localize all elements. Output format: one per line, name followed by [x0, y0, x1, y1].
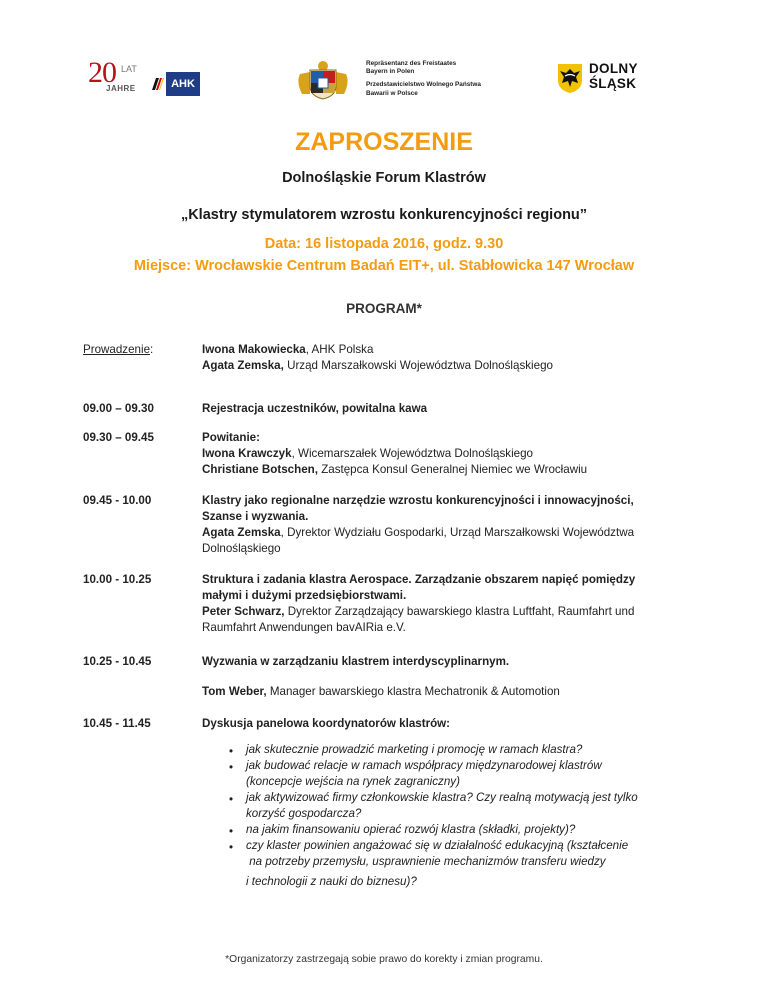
- discussion-topic-line: jak skutecznie prowadzić marketing i promocję w ramach klastra?: [246, 743, 583, 756]
- agenda-time: 09.00 – 09.30: [83, 402, 154, 415]
- dolny-slask-logo: [556, 62, 656, 98]
- agenda-title-line: małymi i dużymi przedsiębiorstwami.: [202, 589, 407, 602]
- bavarian-coat-of-arms-icon: [292, 58, 354, 100]
- speaker: Agata Zemska, Dyrektor Wydziału Gospodarki, Urząd Marszałkowski Województwa: [202, 526, 635, 539]
- ahk-lat-label: LAT: [121, 64, 137, 74]
- event-date: Data: 16 listopada 2016, godz. 9.30: [264, 236, 504, 252]
- slask-label: ŚLĄSK: [589, 75, 637, 91]
- agenda-item-aerospace: [202, 572, 702, 636]
- speaker: Peter Schwarz, Dyrektor Zarządzający bawarskiego klastra Luftfaht, Raumfahrt und: [202, 605, 635, 618]
- moderators-list: [202, 342, 702, 374]
- agenda-time: 10.45 - 11.45: [83, 717, 151, 730]
- agenda-title: Wyzwania w zarządzaniu klastrem interdyscyplinarnym.: [202, 655, 510, 668]
- agenda-time: 10.25 - 10.45: [83, 655, 152, 668]
- dolny-label: DOLNY: [589, 61, 638, 76]
- agenda-title: Rejestracja uczestników, powitalna kawa: [202, 402, 428, 415]
- discussion-topic-line: i technologii z nauki do biznesu)?: [246, 875, 417, 888]
- agenda-title: Dyskusja panelowa koordynatorów klastrów:: [202, 717, 451, 730]
- agenda-item-welcome: [202, 430, 702, 478]
- bayern-representation-text: [366, 60, 516, 98]
- discussion-topic-line: jak aktywizować firmy członkowskie klastra? Czy realną motywacją jest tylko: [246, 791, 638, 804]
- ahk-anniversary-number: 20: [88, 56, 116, 89]
- discussion-topic-line: (koncepcje wejścia na rynek zagraniczny): [246, 775, 460, 788]
- discussion-topic-line: na jakim finansowaniu opierać rozwój klastra (składki, projekty)?: [246, 823, 576, 836]
- moderator-2: Agata Zemska, Urząd Marszałkowski Województwa Dolnośląskiego: [202, 359, 553, 372]
- agenda-time: 09.45 - 10.00: [83, 494, 152, 507]
- footnote: *Organizatorzy zastrzegają sobie prawo do korekty i zmian programu.: [225, 954, 543, 965]
- agenda-title-line: Klastry jako regionalne narzędzie wzrostu konkurencyjności i innowacyjności,: [202, 494, 634, 507]
- bullet-icon: •: [229, 793, 234, 806]
- speaker: Iwona Krawczyk, Wicemarszałek Województwa Dolnośląskiego: [202, 447, 533, 460]
- speaker-role-continued: Raumfahrt Anwendungen bavAIRia e.V.: [202, 621, 406, 634]
- speaker: Christiane Botschen, Zastępca Konsul Generalnej Niemiec we Wrocławiu: [202, 463, 588, 476]
- discussion-topic-line: na potrzeby przemysłu, usprawnienie mechanizmów transferu wiedzy: [246, 855, 606, 868]
- event-theme: „Klastry stymulatorem wzrostu konkurencyjności regionu”: [180, 207, 588, 223]
- ahk-flag-icon: [150, 76, 164, 92]
- program-heading: PROGRAM*: [346, 301, 422, 316]
- event-place: Miejsce: Wrocławskie Centrum Badań EIT+, ul. Stabłowicka 147 Wrocław: [133, 258, 635, 274]
- agenda-title-line: Szanse i wyzwania.: [202, 510, 309, 523]
- eagle-crest-icon: [556, 62, 584, 94]
- bullet-icon: •: [229, 761, 234, 774]
- agenda-time: 10.00 - 10.25: [83, 573, 152, 586]
- moderator-1: Iwona Makowiecka, AHK Polska: [202, 343, 374, 356]
- event-name: Dolnośląskie Forum Klastrów: [282, 170, 486, 186]
- dolny-slask-wordmark: [589, 62, 638, 91]
- bullet-icon: •: [229, 841, 234, 854]
- agenda-item-clusters-regional: [202, 493, 702, 557]
- moderators-label: Prowadzenie:: [83, 343, 154, 356]
- agenda-title: Powitanie:: [202, 431, 260, 444]
- agenda-time: 09.30 – 09.45: [83, 431, 154, 444]
- ahk-brand-box: AHK: [166, 72, 200, 96]
- bayern-line-3: Przedstawicielstwo Wolnego Państwa: [366, 81, 481, 89]
- ahk-logo: [88, 58, 206, 100]
- bayern-line-1: Repräsentanz des Freistaates: [366, 60, 457, 67]
- discussion-topic-line: czy klaster powinien angażować się w działalność edukacyjną (kształcenie: [246, 839, 629, 852]
- bayern-line-2: Bayern in Polen: [366, 68, 415, 76]
- speaker-role-continued: Dolnośląskiego: [202, 542, 281, 555]
- invitation-title: ZAPROSZENIE: [295, 128, 473, 156]
- bullet-icon: •: [229, 745, 234, 758]
- agenda-title-line: Struktura i zadania klastra Aerospace. Zarządzanie obszarem napięć pomiędzy: [202, 573, 636, 586]
- bayern-line-4: Bawarii w Polsce: [366, 89, 418, 97]
- speaker: Tom Weber, Manager bawarskiego klastra Mechatronik & Automotion: [202, 685, 560, 698]
- discussion-topic-line: korzyść gospodarcza?: [246, 807, 362, 820]
- discussion-topics: [246, 742, 696, 890]
- bayern-representation-logo: [292, 58, 522, 104]
- bullet-icon: •: [229, 825, 234, 838]
- discussion-topic-line: jak budować relacje w ramach współpracy międzynarodowej klastrów: [246, 759, 602, 772]
- ahk-jahre-label: JAHRE: [106, 84, 136, 93]
